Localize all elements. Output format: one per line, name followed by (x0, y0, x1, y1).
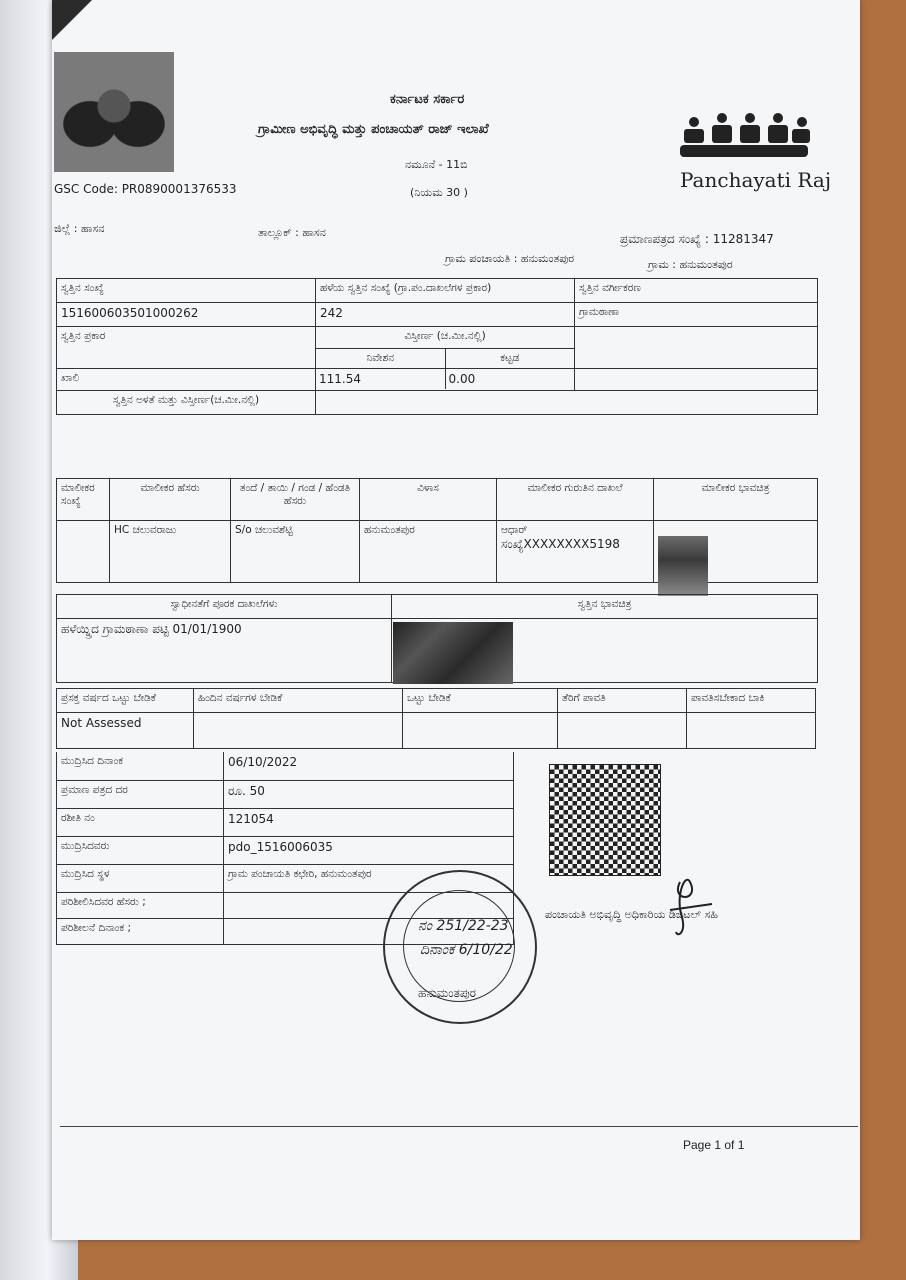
usage-label: ಖಾಲಿ (57, 369, 316, 391)
tax-current: Not Assessed (57, 713, 194, 749)
issue-label: ಮುದ್ರಿಸಿದವರು (57, 836, 224, 864)
dims-value (316, 391, 818, 415)
owner-header-number: ಮಾಲೀಕರ ಸಂಖ್ಯೆ (57, 479, 110, 521)
owner-header-photo: ಮಾಲೀಕರ ಭಾವಚಿತ್ರ (654, 479, 818, 521)
logo-text: Panchayati Raj (680, 168, 832, 192)
building-area: 0.00 (448, 372, 476, 386)
signature-icon (660, 872, 720, 942)
village: ಗ್ರಾಮ : ಹನುಮಂತಪುರ (648, 258, 733, 271)
site-area: 111.54 (316, 369, 446, 389)
signature-label: ಪಂಚಾಯತಿ ಅಭಿವೃದ್ಧಿ ಅಧಿಕಾರಿಯ ಡಿಜಿಟಲ್ ಸಹಿ (545, 908, 718, 921)
prop-no-label: ಸ್ವತ್ತಿನ ಸಂಖ್ಯೆ (57, 279, 316, 303)
tax-previous (194, 713, 403, 749)
issue-label: ಮುದ್ರಿಸಿದ ದಿನಾಂಕ (57, 752, 224, 780)
class-label: ಸ್ವತ್ತಿನ ವರ್ಗೀಕರಣ (575, 279, 818, 303)
prop-no: 151600603501000262 (57, 303, 316, 327)
ownership-doc-label: ಸ್ವಾಧೀನತೆಗೆ ಪೂರಕ ದಾಖಲೆಗಳು (57, 595, 392, 619)
tax-header-paid: ತೆರಿಗೆ ಪಾವತಿ (558, 689, 687, 713)
type-label: ಸ್ವತ್ತಿನ ಪ್ರಕಾರ (57, 327, 316, 369)
form-number: ನಮೂನೆ - 11ಬಿ (405, 158, 468, 171)
old-no-label: ಹಳೆಯ ಸ್ವತ್ತಿನ ಸಂಖ್ಯೆ (ಗ್ರಾ.ಪಂ.ದಾಖಲೆಗಳ ಪ್ರಕಾರ) (316, 279, 575, 303)
owner-header-relation: ತಂದೆ / ತಾಯಿ / ಗಂಡ / ಹೆಂಡತಿ ಹೆಸರು (231, 479, 360, 521)
footer-divider (60, 1126, 858, 1127)
issue-label: ಮುದ್ರಿಸಿದ ಸ್ಥಳ (57, 864, 224, 892)
owner-relation: S/o ಚಲುವಶೆಟ್ಟಿ (231, 521, 360, 583)
dims-label: ಸ್ವತ್ತಿನ ಅಳತೆ ಮತ್ತು ವಿಸ್ತೀರ್ಣ(ಚ.ಮೀ.ನಲ್ಲಿ) (57, 391, 316, 415)
govt-title: ಕರ್ನಾಟಕ ಸರ್ಕಾರ (390, 92, 465, 107)
area-values (316, 369, 575, 391)
page-number: Page 1 of 1 (683, 1138, 745, 1152)
site-label: ನಿವೇಶನ (316, 349, 446, 368)
property-photo (393, 622, 513, 684)
ownership-photo-label: ಸ್ವತ್ತಿನ ಭಾವಚಿತ್ರ (392, 595, 818, 619)
issue-label: ಪ್ರಮಾಣ ಪತ್ರದ ದರ (57, 780, 224, 808)
gram-panchayat: ಗ್ರಾಮ ಪಂಚಾಯತಿ : ಹನುಮಂತಪುರ (445, 252, 575, 265)
tax-header-total: ಒಟ್ಟು ಬೇಡಿಕೆ (403, 689, 558, 713)
owner-id-doc (497, 521, 654, 583)
area-label: ವಿಸ್ತೀರ್ಣ (ಚ.ಮೀ.ನಲ್ಲಿ) (316, 327, 575, 349)
gsc-code: GSC Code: PR0890001376533 (54, 182, 237, 196)
tax-table (56, 688, 816, 749)
issue-value: 06/10/2022 (224, 752, 514, 780)
karnataka-emblem-icon (54, 52, 174, 172)
issue-value: 121054 (224, 808, 514, 836)
panchayati-raj-logo-icon (678, 112, 810, 168)
tax-total (403, 713, 558, 749)
tax-header-current: ಪ್ರಸಕ್ತ ವರ್ಷದ ಒಟ್ಟು ಬೇಡಿಕೆ (57, 689, 194, 713)
building-label: ಕಟ್ಟಡ (500, 352, 520, 364)
seal-number: ನಂ 251/22-23 (418, 918, 509, 934)
dept-title: ಗ್ರಾಮೀಣ ಅಭಿವೃದ್ಧಿ ಮತ್ತು ಪಂಚಾಯತ್ ರಾಜ್ ಇಲಾಖೆ (258, 122, 489, 137)
tax-paid (558, 713, 687, 749)
class-blank (575, 327, 818, 369)
issue-label: ಪರಿಶೀಲಿಸಿದವರ ಹೆಸರು ; (57, 892, 224, 918)
owner-name: HC ಚಲುವರಾಜು (110, 521, 231, 583)
owner-header-address: ವಿಳಾಸ (360, 479, 497, 521)
certificate-number: ಪ್ರಮಾಣಪತ್ರದ ಸಂಖ್ಯೆ : 11281347 (620, 232, 774, 246)
owner-id-doc-value: ಸಂಖ್ಯೆXXXXXXXX5198 (501, 537, 620, 551)
tax-balance (687, 713, 816, 749)
usage-blank (575, 369, 818, 391)
taluk: ತಾಲ್ಲೂಕ್ : ಹಾಸನ (258, 226, 326, 239)
owner-photo (658, 536, 708, 596)
owner-number (57, 521, 110, 583)
rule-number: (ನಿಯಮ 30 ) (410, 186, 468, 199)
seal-date: ದಿನಾಂಕ 6/10/22 (420, 942, 513, 958)
owner-header-name: ಮಾಲೀಕರ ಹೆಸರು (110, 479, 231, 521)
ownership-doc-value: ಹಳೆಯ್ನ್ರಿದ ಗ್ರಾಮಠಾಣಾ ಪಟ್ಟಿ 01/01/1900 (57, 619, 392, 683)
issue-value: ರೂ. 50 (224, 780, 514, 808)
area-subheader (316, 349, 575, 369)
district: ಜಿಲ್ಲೆ : ಹಾಸನ (54, 222, 105, 235)
issue-value: ಗ್ರಾಮ ಪಂಚಾಯತಿ ಕಛೇರಿ, ಹನುಮಂತಪುರ (224, 864, 514, 892)
owner-address: ಹನುಮಂತಪುರ (360, 521, 497, 583)
owner-header-id: ಮಾಲೀಕರ ಗುರುತಿನ ದಾಖಲೆ (497, 479, 654, 521)
tax-header-previous: ಹಿಂದಿನ ವರ್ಷಗಳ ಬೇಡಿಕೆ (194, 689, 403, 713)
tax-header-balance: ಪಾವತಿಸಬೇಕಾದ ಬಾಕಿ (687, 689, 816, 713)
issue-value: pdo_1516006035 (224, 836, 514, 864)
seal-text: ಹನುಮಂತಪುರ (418, 986, 477, 1000)
old-no: 242 (316, 303, 575, 327)
issue-label: ರಶೀತಿ ನಂ (57, 808, 224, 836)
owner-id-doc-label: ಆಧಾರ್ (501, 524, 528, 536)
issue-label: ಪರಿಶೀಲನೆ ದಿನಾಂಕ ; (57, 918, 224, 944)
page-fold (52, 0, 92, 40)
class-value: ಗ್ರಾಮಠಾಣಾ (575, 303, 818, 327)
qr-code (550, 765, 660, 875)
property-table (56, 278, 818, 415)
